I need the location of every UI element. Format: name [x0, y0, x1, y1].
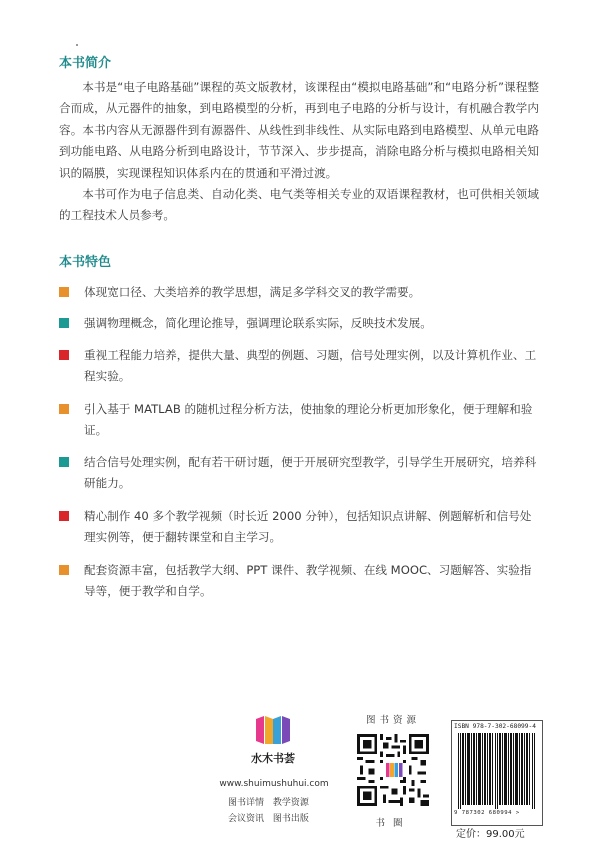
feature-text: 引入基于 MATLAB 的随机过程分析方法，使抽象的理论分析更加形象化，便于理解和验证。 [84, 402, 533, 438]
square-bullet-icon [59, 350, 69, 360]
footer-links-row-1 [228, 795, 328, 808]
feature-text: 强调物理概念，简化理论推导，强调理论联系实际，反映技术发展。 [84, 316, 432, 330]
intro-title: 本书简介 [59, 56, 112, 71]
link-book-publishing: 图书出版 [272, 814, 309, 824]
link-conference-news: 会议资讯 [228, 814, 265, 824]
features-title: 本书特色 [59, 255, 112, 270]
square-bullet-icon [59, 457, 69, 467]
isbn-text: ISBN 978-7-302-68099-4 [454, 723, 536, 730]
dot-mark [76, 44, 78, 46]
square-bullet-icon [59, 511, 69, 521]
qr-title: 图书资源 [365, 715, 420, 726]
price-label: 定价：99.00元 [456, 829, 525, 840]
barcode-icon [458, 733, 536, 809]
feature-text: 重视工程能力培养，提供大量、典型的例题、习题，信号处理实例，以及计算机作业、工程实验。 [84, 348, 537, 384]
intro-paragraph-2: 本书可作为电子信息类、自动化类、电气类等相关专业的双语课程教材，也可供相关领域的工程技术人员参考。 [59, 187, 539, 223]
publisher-logo-icon [254, 713, 292, 747]
qr-caption: 书圈 [375, 818, 411, 829]
intro-paragraph-1: 本书是“电子电路基础”课程的英文版教材，该课程由“模拟电路基础”和“电路分析”课程整合而成，从元器件的抽象，到电路模型的分析，再到电子电路的分析与设计，有机融合教学内容。本书内容从无源器件到有源器件、从线性到非线性、从实际电路到电路模型、从单元电路到功能电路、从电路分析到电路设计，节节深入、步步提高，消除电路分析与模拟电路相关知识的隔膜，实现课程知识体系内在的贯通和平滑过渡。 [59, 80, 539, 180]
square-bullet-icon [59, 318, 69, 328]
footer-links-row-2 [228, 811, 328, 824]
feature-text: 精心制作 40 多个教学视频（时长近 2000 分钟），包括知识点讲解、例题解析和信号处理实例等，便于翻转课堂和自主学习。 [84, 509, 532, 545]
intro-body [59, 77, 539, 227]
feature-text: 结合信号处理实例，配有若干研讨题，便于开展研究型教学，引导学生开展研究，培养科研能力。 [84, 455, 537, 491]
square-bullet-icon [59, 565, 69, 575]
feature-text: 配套资源丰富，包括教学大纲、PPT 课件、教学视频、在线 MOOC、习题解答、实验指导等，便于教学和自学。 [84, 563, 532, 599]
square-bullet-icon [59, 404, 69, 414]
barcode-number: 9 787302 680994 > [454, 810, 520, 816]
feature-text: 体现宽口径、大类培养的教学思想，满足多学科交叉的教学需要。 [84, 285, 421, 299]
publisher-website: www.shuimushuhui.com [219, 779, 329, 789]
square-bullet-icon [59, 287, 69, 297]
qr-code-icon [357, 734, 429, 806]
link-teaching-resources: 教学资源 [272, 798, 309, 808]
publisher-name: 水木书荟 [251, 752, 295, 765]
link-book-details: 图书详情 [228, 798, 265, 808]
isbn-barcode-box [451, 720, 543, 826]
